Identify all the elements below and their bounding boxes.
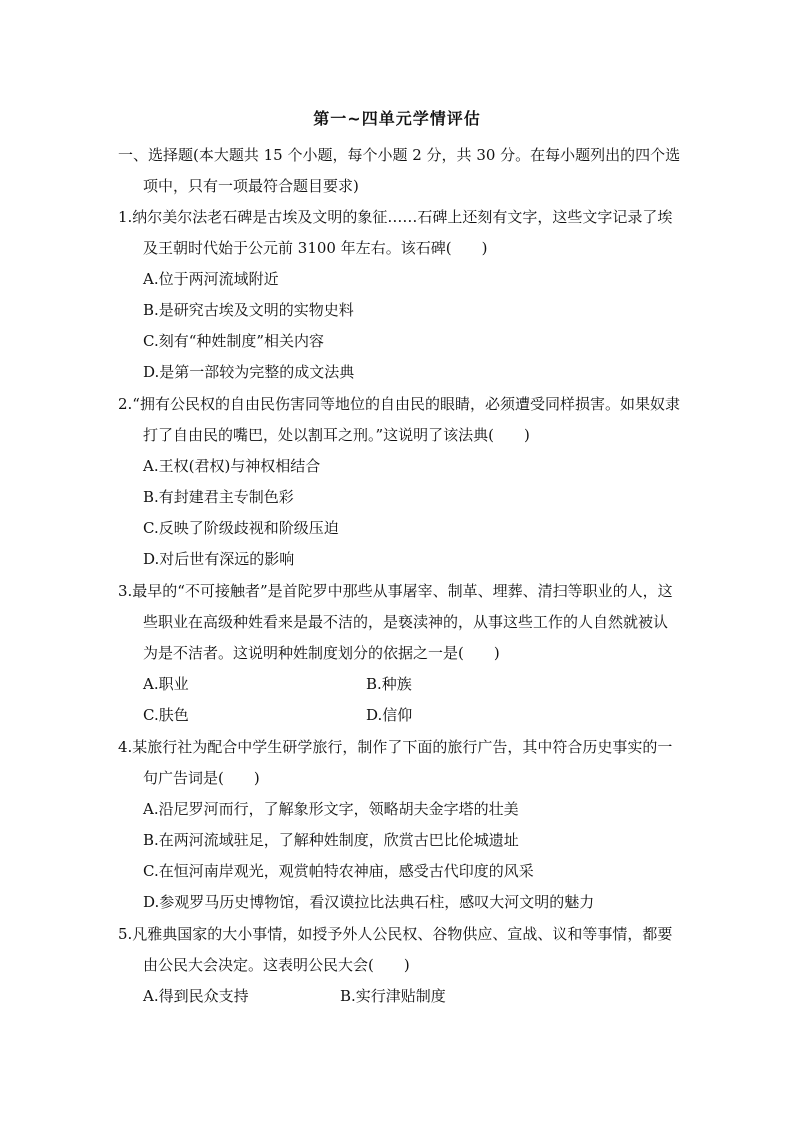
question-4-option-c: C.在恒河南岸观光，观赏帕特农神庙，感受古代印度的风采 bbox=[143, 862, 534, 880]
page-title: 第一~四单元学情评估 bbox=[313, 109, 481, 128]
question-2-stem-continued: 打了自由民的嘴巴，处以割耳之刑。”这说明了该法典( ) bbox=[143, 426, 530, 444]
question-4-stem: 4.某旅行社为配合中学生研学旅行，制作了下面的旅行广告，其中符合历史事实的一 bbox=[118, 738, 673, 756]
question-3-option-c: C.肤色 bbox=[143, 706, 189, 724]
question-2-option-d: D.对后世有深远的影响 bbox=[143, 550, 295, 568]
question-5-stem: 5.凡雅典国家的大小事情，如授予外人公民权、谷物供应、宣战、议和等事情，都要 bbox=[118, 925, 673, 943]
question-2-option-c: C.反映了阶级歧视和阶级压迫 bbox=[143, 519, 339, 537]
question-5-stem-continued: 由公民大会决定。这表明公民大会( ) bbox=[143, 956, 410, 974]
question-1-option-b: B.是研究古埃及文明的实物史料 bbox=[143, 301, 354, 319]
question-2-option-a: A.王权(君权)与神权相结合 bbox=[143, 457, 321, 475]
question-2-stem: 2.“拥有公民权的自由民伤害同等地位的自由民的眼睛，必须遭受同样损害。如果奴隶 bbox=[118, 395, 680, 413]
question-3-option-b: B.种族 bbox=[366, 675, 412, 693]
question-2-option-b: B.有封建君主专制色彩 bbox=[143, 488, 294, 506]
question-4-option-b: B.在两河流域驻足，了解种姓制度，欣赏古巴比伦城遗址 bbox=[143, 831, 519, 849]
question-4-stem-continued: 句广告词是( ) bbox=[143, 769, 260, 787]
question-1-option-d: D.是第一部较为完整的成文法典 bbox=[143, 363, 355, 381]
question-1-stem-continued: 及王朝时代始于公元前 3100 年左右。该石碑( ) bbox=[143, 239, 488, 257]
section-heading-continued: 项中，只有一项最符合题目要求) bbox=[143, 177, 359, 195]
question-1-stem: 1.纳尔美尔法老石碑是古埃及文明的象征……石碑上还刻有文字，这些文字记录了埃 bbox=[118, 208, 673, 226]
section-heading: 一、选择题(本大题共 15 个小题，每个小题 2 分，共 30 分。在每小题列出的四个选 bbox=[118, 146, 681, 164]
question-3-stem-continued: 些职业在高级种姓看来是最不洁的，是亵渎神的，从事这些工作的人自然就被认 bbox=[143, 613, 669, 631]
question-3-option-d: D.信仰 bbox=[366, 706, 413, 724]
question-3-option-a: A.职业 bbox=[143, 675, 189, 693]
question-1-option-c: C.刻有“种姓制度”相关内容 bbox=[143, 332, 325, 350]
question-3-stem: 3.最早的“不可接触者”是首陀罗中那些从事屠宰、制革、埋葬、清扫等职业的人，这 bbox=[118, 582, 673, 600]
question-4-option-d: D.参观罗马历史博物馆，看汉谟拉比法典石柱，感叹大河文明的魅力 bbox=[143, 893, 595, 911]
question-1-option-a: A.位于两河流域附近 bbox=[143, 270, 279, 288]
question-4-option-a: A.沿尼罗河而行，了解象形文字，领略胡夫金字塔的壮美 bbox=[143, 800, 519, 818]
question-3-stem-continued: 为是不洁者。这说明种姓制度划分的依据之一是( ) bbox=[143, 644, 500, 662]
question-5-option-b: B.实行津贴制度 bbox=[340, 987, 446, 1005]
question-5-option-a: A.得到民众支持 bbox=[143, 987, 249, 1005]
